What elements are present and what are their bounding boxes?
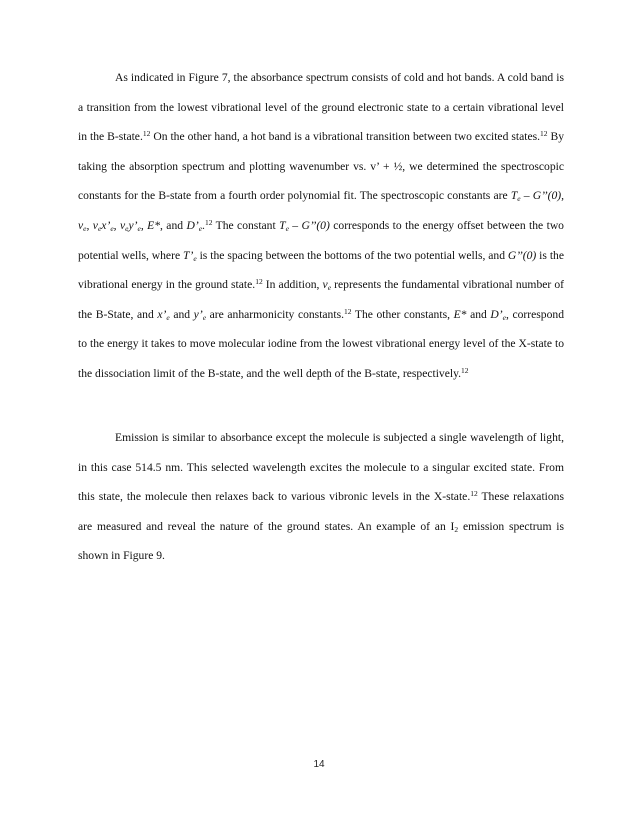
text-run: are anharmonicity constants. [206, 307, 344, 321]
text-run: . [202, 218, 205, 232]
text-run: The constant [212, 218, 280, 232]
text-run: and [169, 307, 194, 321]
text-run: is the spacing between the bottoms of the two potential wells, and [196, 248, 508, 262]
citation-superscript: 12 [344, 306, 352, 316]
page-number: 14 [313, 759, 325, 770]
italic-subscript: e [285, 223, 289, 233]
citation-superscript: 12 [255, 277, 263, 287]
text-run: is the vibrational energy in the ground state. [78, 248, 564, 292]
italic-subscript: e [193, 253, 197, 263]
citation-superscript: 12 [142, 129, 151, 139]
italic-subscript: e [327, 283, 332, 293]
italic-symbol: x’ [157, 307, 167, 321]
italic-symbol: T [510, 189, 518, 203]
text-run: , correspond to the energy it takes to move molecular iodine from the lowest vibrational energy level of the X-state to the dissociation limit of the B-state, and the well depth of the B-state, respectively. [78, 307, 564, 380]
italic-subscript: e [97, 223, 102, 233]
text-run: As indicated in Figure 7, the absorbance spectrum consists of cold and hot bands. A cold band is a transition from the lowest vibrational level of the ground electronic state to a certain vibrational level in the B-state. [78, 71, 564, 144]
italic-symbol: – G’’(0) [288, 218, 330, 232]
italic-symbol: E* [453, 307, 467, 321]
italic-symbol: – G’’(0), v [78, 189, 564, 232]
italic-subscript: e [517, 194, 521, 204]
italic-symbol: D’ [186, 218, 199, 232]
italic-symbol: x’ [101, 218, 111, 232]
italic-subscript: e [502, 312, 506, 322]
text-run: represents the fundamental vibrational number of the B-State, and [78, 278, 565, 321]
text-run: The other constants, [351, 307, 454, 321]
italic-subscript: e [83, 223, 87, 233]
text-run: emission spectrum is shown in Figure 9. [78, 519, 564, 563]
text-run: In addition, [262, 278, 323, 292]
italic-symbol: G’’(0) [507, 248, 537, 262]
italic-subscript: e [110, 223, 114, 233]
italic-symbol: T [279, 218, 286, 232]
body-paragraph-emission [78, 423, 564, 571]
italic-subscript: e [166, 312, 170, 322]
italic-subscript: e [125, 223, 129, 233]
italic-symbol: D’ [490, 307, 503, 321]
text-run: and [466, 307, 491, 321]
citation-superscript: 12 [470, 489, 478, 499]
text-run: , and [160, 218, 187, 232]
text-run: corresponds to the energy offset between the two potential wells, where [78, 218, 564, 262]
italic-symbol: y’ [193, 307, 203, 321]
citation-superscript: 12 [540, 129, 548, 139]
italic-subscript: e [198, 223, 203, 233]
italic-symbol: , E* [140, 218, 160, 232]
subscript: 2 [454, 524, 459, 534]
citation-superscript: 12 [204, 217, 213, 227]
text-run: By taking the absorption spectrum and plotting wavenumber vs. v’ + ½, we determined the spectroscopic constants for the B-state from a fourth order polynomial fit. The spectroscopic constants are [78, 130, 564, 203]
citation-superscript: 12 [461, 365, 469, 375]
text-run: On the other hand, a hot band is a vibrational transition between two excited states. [150, 130, 540, 144]
text-run: Emission is similar to absorbance except the molecule is subjected a single wavelength of light, in this case 514.5 nm. This selected wavelength excites the molecule to a singular excited state. From this state, the molecule then relaxes back to various vibronic levels in the X-state. [78, 431, 564, 504]
italic-symbol: y’ [128, 218, 138, 232]
body-paragraph-absorbance [78, 63, 564, 389]
italic-symbol: , v [113, 218, 126, 232]
italic-symbol: T’ [183, 248, 194, 262]
text-run: These relaxations are measured and reveal the nature of the ground states. An example of an I [78, 490, 564, 533]
italic-symbol: v [322, 278, 328, 292]
italic-subscript: e [137, 223, 141, 233]
italic-subscript: e [202, 312, 207, 322]
italic-symbol: , v [86, 218, 98, 232]
